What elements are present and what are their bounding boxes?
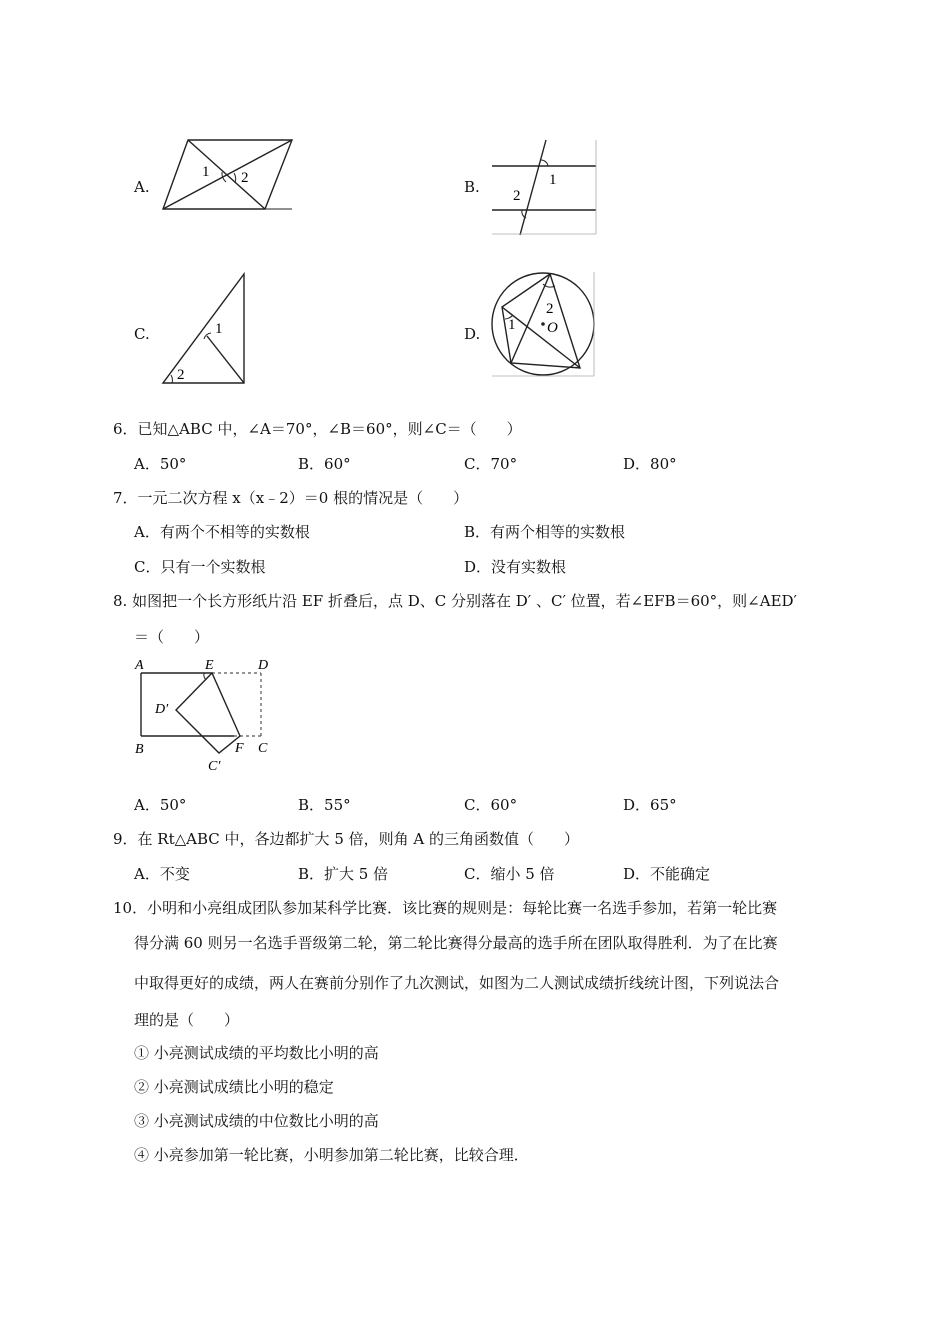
q8-label-c: C (258, 741, 268, 756)
q6-stem: 6．已知△ABC 中，∠A＝70°，∠B＝60°，则∠C＝（ ） (113, 420, 522, 438)
q8-label-d-prime: D′ (155, 702, 169, 717)
q8-figure (130, 654, 280, 776)
q5d-angle-2: 2 (546, 301, 554, 317)
q5b-angle-2: 2 (513, 188, 521, 204)
q8-option-b[interactable]: B．55° (298, 796, 351, 814)
q8-label-b: B (135, 742, 144, 757)
q9-option-c[interactable]: C．缩小 5 倍 (464, 865, 555, 883)
q9-option-a[interactable]: A．不变 (134, 865, 190, 883)
q5-option-b-label[interactable]: B. (464, 178, 480, 196)
q10-statement-2: ② 小亮测试成绩比小明的稳定 (134, 1078, 334, 1096)
q7-option-a[interactable]: A．有两个不相等的实数根 (134, 523, 310, 541)
q8-label-a: A (135, 658, 144, 673)
q8-option-c[interactable]: C．60° (464, 796, 518, 814)
q9-option-b[interactable]: B．扩大 5 倍 (298, 865, 389, 883)
q8-option-a[interactable]: A．50° (134, 796, 187, 814)
q7-stem: 7．一元二次方程 x（x﹣2）＝0 根的情况是（ ） (113, 489, 469, 507)
q5c-angle-2: 2 (177, 367, 185, 383)
q5-figure-a (160, 137, 296, 213)
q6-option-b[interactable]: B．60° (298, 455, 351, 473)
q8-label-f: F (235, 741, 244, 756)
q5a-angle-1: 1 (202, 164, 210, 180)
q5-figure-b (490, 138, 600, 238)
q7-option-c[interactable]: C．只有一个实数根 (134, 558, 266, 576)
q5-option-a-label[interactable]: A. (134, 178, 150, 196)
q9-stem: 9．在 Rt△ABC 中，各边都扩大 5 倍，则角 A 的三角函数值（ ） (113, 830, 579, 848)
q5a-angle-2: 2 (241, 170, 249, 186)
q10-statement-1: ① 小亮测试成绩的平均数比小明的高 (134, 1044, 379, 1062)
q8-stem-line1: 8. 如图把一个长方形纸片沿 EF 折叠后，点 D、C 分别落在 D′ 、C′ 位置，若∠EFB＝60°，则∠AED′ (113, 592, 797, 610)
q8-stem-line2: ＝（ ） (134, 628, 210, 646)
q5-figure-d (490, 270, 598, 378)
q9-option-d[interactable]: D．不能确定 (623, 865, 711, 883)
q10-stem-line2: 得分满 60 则另一名选手晋级第二轮，第二轮比赛得分最高的选手所在团队取得胜利．为了在比赛 (134, 934, 778, 952)
q7-option-d[interactable]: D．没有实数根 (464, 558, 567, 576)
q8-option-d[interactable]: D．65° (623, 796, 677, 814)
q10-stem-line3: 中取得更好的成绩，两人在赛前分别作了九次测试，如图为二人测试成绩折线统计图，下列说法合 (134, 974, 780, 992)
q6-option-c[interactable]: C．70° (464, 455, 518, 473)
q7-option-b[interactable]: B．有两个相等的实数根 (464, 523, 626, 541)
q5-figure-c (160, 272, 250, 388)
q8-label-c-prime: C′ (208, 759, 221, 774)
q6-option-d[interactable]: D．80° (623, 455, 677, 473)
q5-option-c-label[interactable]: C. (134, 325, 150, 343)
q5d-angle-1: 1 (508, 317, 516, 333)
q6-option-a[interactable]: A．50° (134, 455, 187, 473)
q5-option-d-label[interactable]: D. (464, 325, 481, 343)
q5c-angle-1: 1 (215, 321, 223, 337)
q10-stem-line4: 理的是（ ） (134, 1011, 240, 1029)
q5b-angle-1: 1 (549, 172, 557, 188)
q5d-center-o: O (547, 320, 558, 336)
q10-statement-4: ④ 小亮参加第一轮比赛，小明参加第二轮比赛，比较合理． (134, 1146, 529, 1164)
q10-stem-line1: 10．小明和小亮组成团队参加某科学比赛．该比赛的规则是：每轮比赛一名选手参加，若第一轮比赛 (113, 899, 778, 917)
q8-label-d: D (258, 658, 269, 673)
q10-statement-3: ③ 小亮测试成绩的中位数比小明的高 (134, 1112, 379, 1130)
q8-label-e: E (205, 658, 214, 673)
